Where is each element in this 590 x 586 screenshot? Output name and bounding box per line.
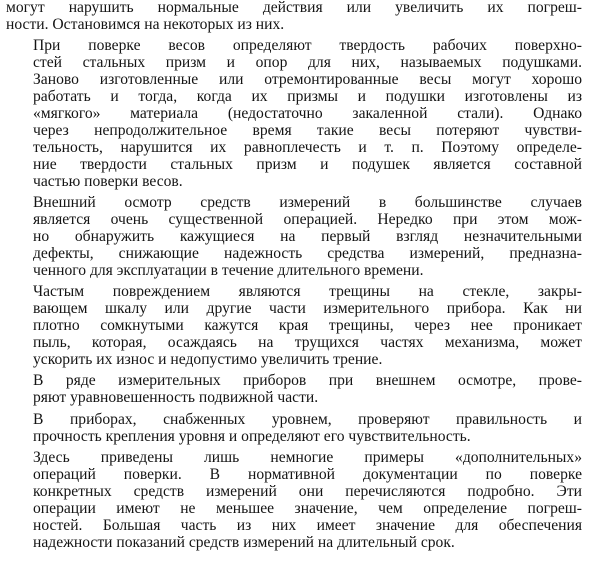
text-body	[6, 0, 582, 552]
text-line: тельность, нарушится их равноплечесть и т. п. Поэтому определе-	[33, 139, 582, 156]
text-line: является очень существенной операцией. Нередко при этом мож-	[33, 212, 582, 229]
text-line: вающем шкалу или другие части измерительного прибора. Как ни	[33, 301, 582, 318]
text-line: ченного для эксплуатации в течение длительного времени.	[33, 262, 424, 279]
text-line: В ряде измерительных приборов при внешнем осмотре, прове-	[33, 373, 582, 390]
text-line: пыль, которая, осаждаясь на трущихся частях механизма, может	[33, 335, 582, 351]
text-line: стей стальных призм и опор для них, называемых подушками.	[33, 55, 582, 72]
text-line: Заново изготовленные или отремонтированные весы могут хорошо	[33, 72, 582, 89]
text-line: операций поверки. В нормативной документации по поверке	[33, 467, 582, 484]
text-line: через непродолжительное время такие весы потеряют чувстви-	[33, 122, 582, 139]
text-line: конкретных средств измерений они перечисляются подробно. Эти	[33, 484, 582, 501]
text-line: но обнаружить кажущиеся на первый взгляд незначительными	[33, 228, 582, 245]
text-line: ние твердости стальных призм и подушек является составной	[33, 156, 582, 173]
text-line: частью поверки весов.	[33, 173, 183, 190]
paragraph	[6, 450, 582, 551]
paragraph	[6, 284, 582, 369]
text-line: ностей. Большая часть из них имеет значение для обеспечения	[33, 517, 582, 534]
text-line: При поверке весов определяют твердость рабочих поверхно-	[33, 38, 582, 55]
text-line: плотно сомкнутыми кажутся края трещины, через нее проникает	[33, 318, 582, 335]
paragraph	[6, 38, 582, 190]
text-line: могут нарушить нормальные действия или увеличить их погреш-	[6, 0, 582, 16]
text-line: Здесь приведены лишь немногие примеры «дополнительных»	[33, 450, 582, 467]
text-line: ряют уравновешенность подвижной части.	[33, 390, 319, 407]
paragraph	[6, 0, 582, 34]
text-line: В приборах, снабженных уровнем, проверяют правильность и	[33, 411, 582, 428]
text-line: «мягкого» материала (недостаточно закаленной стали). Однако	[33, 106, 582, 123]
paragraph	[6, 195, 582, 280]
text-line: работать и тогда, когда их призмы и подушки изготовлены из	[33, 89, 582, 106]
paragraph	[6, 412, 582, 446]
text-line: прочность крепления уровня и определяют его чувствительность.	[33, 428, 471, 445]
text-line: дефекты, снижающие надежность средства измерений, предназна-	[33, 245, 582, 262]
text-line: операции имеют не меньшее значение, чем определение погреш-	[33, 500, 582, 517]
text-line: ускорить их износ и недопустимо увеличить трение.	[33, 351, 383, 368]
text-line: Внешний осмотр средств измерений в большинстве случаев	[33, 195, 582, 212]
text-line: надежности показаний средств измерений на длительный срок.	[33, 534, 455, 551]
text-line: ности. Остановимся на некоторых из них.	[6, 16, 285, 33]
text-line: Частым повреждением являются трещины на стекле, закры-	[33, 284, 582, 301]
paragraph	[6, 373, 582, 407]
